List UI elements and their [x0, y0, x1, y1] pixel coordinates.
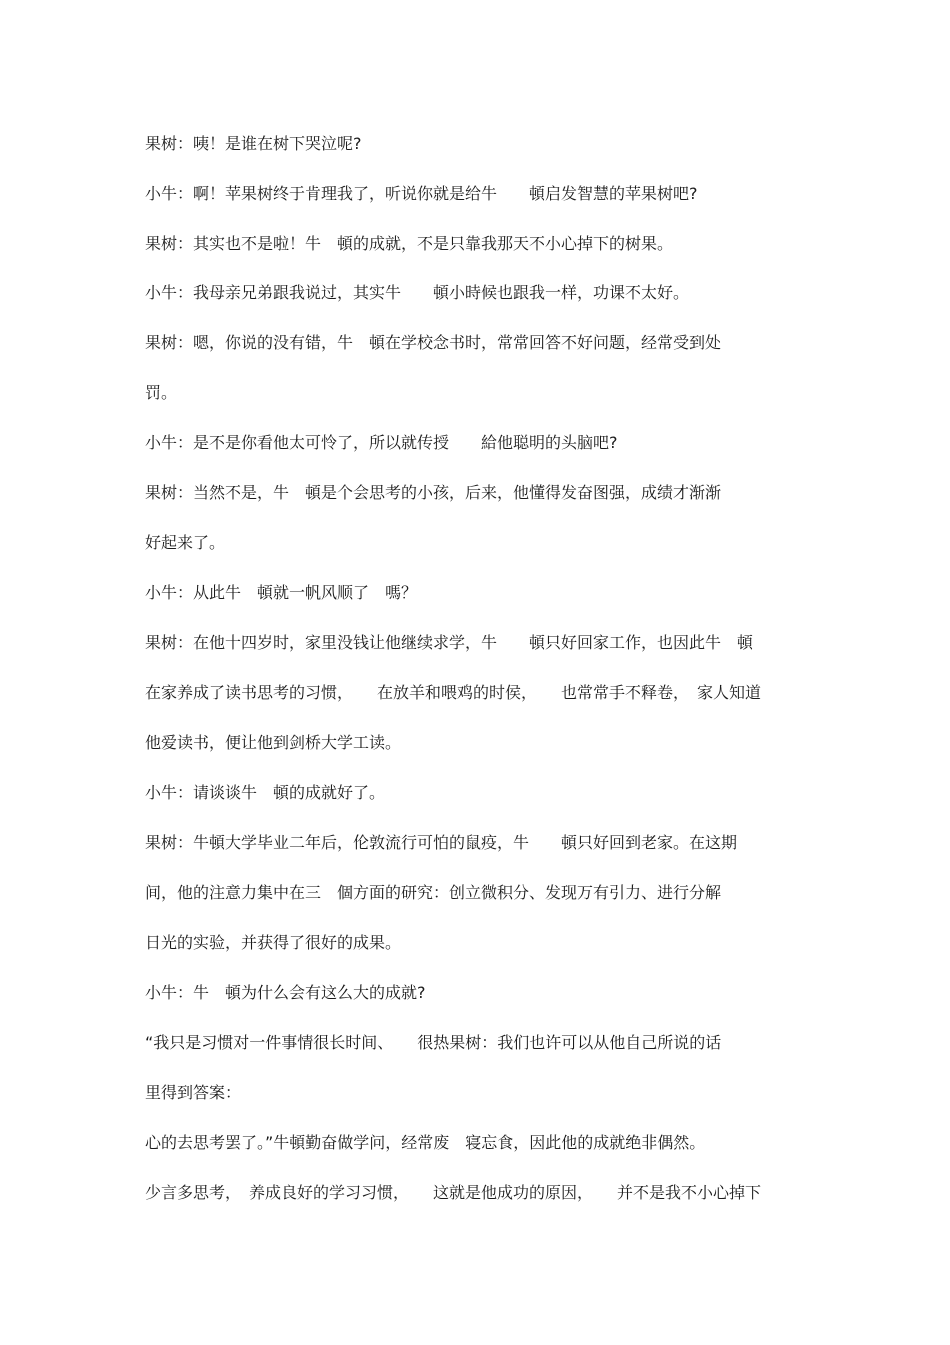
- text-line: 小牛：啊！苹果树终于肯理我了，听说你就是给牛 頓启发智慧的苹果树吧?: [145, 184, 698, 203]
- text-line: 果树：在他十四岁时，家里没钱让他继续求学，牛 頓只好回家工作，也因此牛 頓: [145, 633, 754, 652]
- text-line: 果树：其实也不是啦！牛 頓的成就，不是只靠我那天不小心掉下的树果。: [145, 234, 674, 253]
- text-line: 果树：当然不是，牛 頓是个会思考的小孩，后来，他懂得发奋图强，成绩才渐渐: [145, 483, 722, 502]
- text-line: 好起来了。: [145, 533, 226, 552]
- text-line: 小牛：从此牛 頓就一帆风顺了 嗎？: [145, 583, 418, 602]
- text-line: 他爱读书，便让他到剑桥大学工读。: [145, 733, 402, 752]
- text-line: 少言多思考， 养成良好的学习习惯， 这就是他成功的原因， 并不是我不小心掉下: [145, 1183, 762, 1202]
- text-line: 里得到答案：: [145, 1083, 242, 1102]
- text-line: 果树：咦！是谁在树下哭泣呢?: [145, 134, 362, 153]
- text-line: 果树：嗯，你说的没有错，牛 頓在学校念书时，常常回答不好问题，经常受到处: [145, 333, 722, 352]
- text-line: 心的去思考罢了。”牛頓勤奋做学问，经常废 寝忘食，因此他的成就绝非偶然。: [145, 1133, 706, 1152]
- text-line: 在家养成了读书思考的习惯， 在放羊和喂鸡的时侯， 也常常手不释卷， 家人知道: [145, 683, 762, 702]
- text-line: “我只是习惯对一件事情很长时间、 很热果树：我们也许可以从他自己所说的话: [145, 1033, 722, 1052]
- text-line: 罚。: [145, 383, 178, 402]
- text-line: 间，他的注意力集中在三 個方面的研究：创立微积分、发现万有引力、进行分解: [145, 883, 722, 902]
- text-line: 小牛：是不是你看他太可怜了，所以就传授 給他聪明的头脑吧?: [145, 433, 618, 452]
- text-line: 小牛：我母亲兄弟跟我说过，其实牛 頓小時候也跟我一样，功课不太好。: [145, 283, 690, 302]
- text-line: 小牛：牛 頓为什么会有这么大的成就?: [145, 983, 426, 1002]
- text-line: 小牛：请谈谈牛 頓的成就好了。: [145, 783, 386, 802]
- text-line: 果树：牛頓大学毕业二年后，伦敦流行可怕的鼠疫，牛 頓只好回到老家。在这期: [145, 833, 738, 852]
- text-line: 日光的实验，并获得了很好的成果。: [145, 933, 402, 952]
